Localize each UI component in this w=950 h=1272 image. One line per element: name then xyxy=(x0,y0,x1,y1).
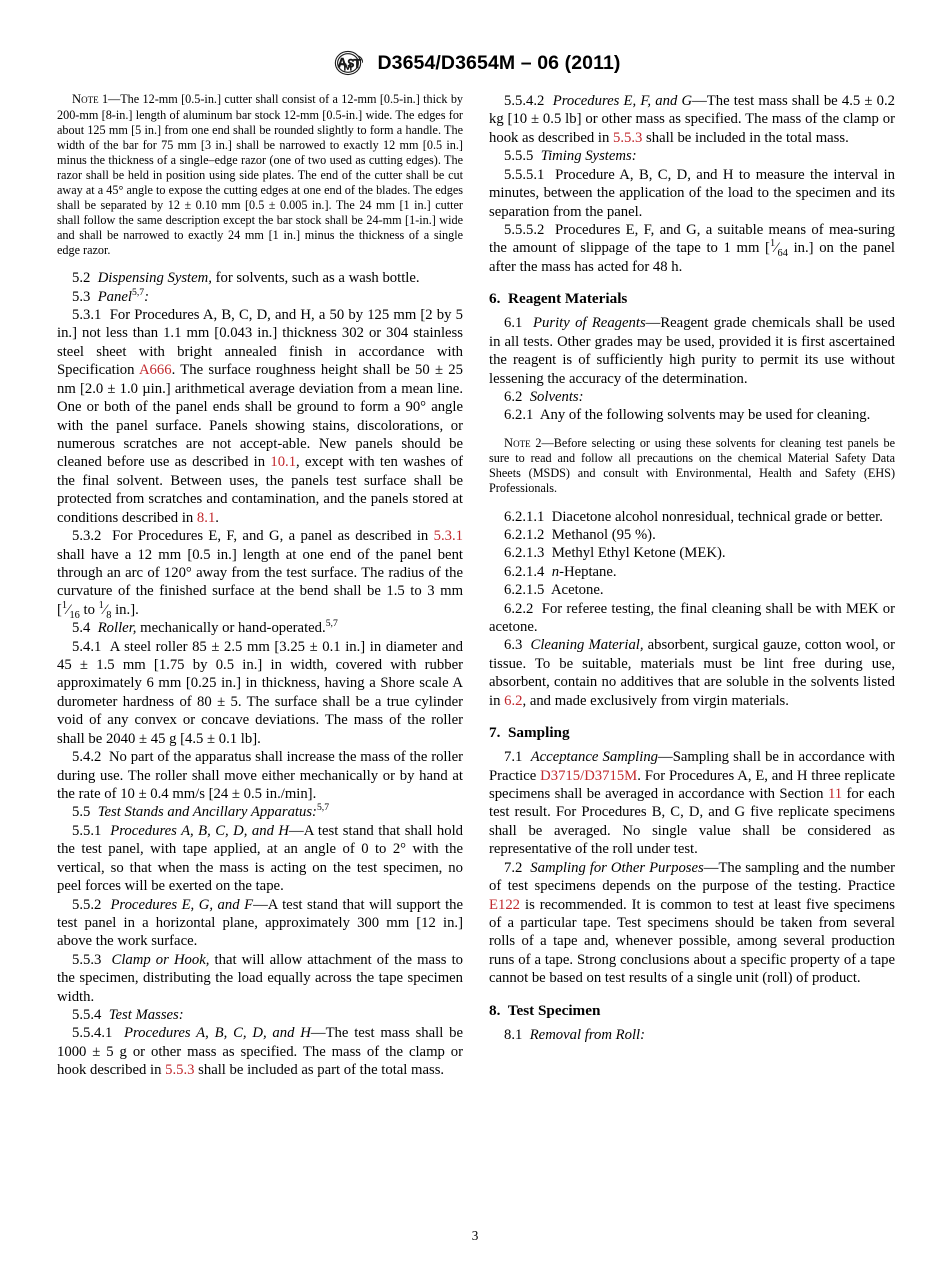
section-7-heading xyxy=(489,723,895,742)
section-5-4-text: mechanically or hand-operated. xyxy=(140,620,326,637)
section-7-2 xyxy=(489,859,895,988)
section-7-title: Sampling xyxy=(507,724,570,742)
section-7-1-dash: — xyxy=(658,749,673,766)
section-5-5-2-title: Procedures E, G, and F xyxy=(110,896,254,913)
section-5-4-1-text: A steel roller 85 ± 2.5 mm [3.25 ± 0.1 in.] in diameter and 45 ± 1.5 mm [1.75 by 0.5 in.] in width, covered with rubber approximately 6 mm [0.25 in.] in thickness, having a Shore scale A durometer hardness of 80 ± 5. The surface shall be a true cylinder void of any convex or concave deviations. The mass of the roller shall be 2040 ± 45 g [4.5 ± 0.1 lb]. xyxy=(57,638,463,747)
section-5-2-title: Dispensing System, xyxy=(97,270,212,287)
section-5-4-1 xyxy=(57,638,463,749)
section-5-5-5-1 xyxy=(489,166,895,221)
section-5-4-title: Roller, xyxy=(97,620,137,637)
section-6-3-text-2: , and made exclusively from virgin materials. xyxy=(522,692,789,709)
section-5-5-1-title: Procedures A, B, C, D, and H xyxy=(110,822,289,839)
section-5-5-number: 5.5 xyxy=(72,804,91,821)
section-8-1 xyxy=(489,1026,895,1044)
section-5-5-4-2-text-2: shall be included in the total mass. xyxy=(642,129,849,146)
section-6-heading xyxy=(489,289,895,308)
section-8-number: 8. xyxy=(489,1001,501,1019)
link-8-1[interactable]: 8.1 xyxy=(196,509,216,526)
section-7-1-number: 7.1 xyxy=(504,749,523,766)
section-7-number: 7. xyxy=(489,724,501,742)
section-6-2-1-1-number: 6.2.1.1 xyxy=(504,508,545,525)
link-a666[interactable]: A666 xyxy=(138,362,172,379)
section-5-3-1 xyxy=(57,306,463,527)
section-5-2-number: 5.2 xyxy=(72,270,91,287)
section-5-5-5-2 xyxy=(489,221,895,276)
section-5-3-number: 5.3 xyxy=(72,288,91,305)
section-5-4-footnote: 5,7 xyxy=(325,618,338,630)
section-5-5-4-1-dash: — xyxy=(310,1025,326,1042)
section-5-5-4-2 xyxy=(489,92,895,147)
section-6-2-1 xyxy=(489,406,895,424)
section-5-5-2-text: A test stand that will support the test panel in a horizontal plane, approximately 300 mm [12 in.] above the work surface. xyxy=(57,896,464,950)
section-7-heading-wrap xyxy=(489,723,895,742)
section-5-5-4-1-title: Procedures A, B, C, D, and H xyxy=(124,1025,311,1042)
section-6-1-dash: — xyxy=(645,315,661,332)
section-6-3-text-1: absorbent, surgical gauze, cotton wool, or tissue. To be suitable, materials must be lint free during use, absorbent, contain no additives that are soluble in the solvents listed in xyxy=(489,637,895,709)
standard-designation: D3654/D3654M – 06 (2011) xyxy=(377,51,621,74)
section-6-2-1-4-text: -Heptane. xyxy=(559,563,617,580)
section-8-1-title: Removal from Roll: xyxy=(529,1026,646,1043)
section-6-2-1-2-text: Methanol (95 %). xyxy=(551,526,656,543)
link-10-1[interactable]: 10.1 xyxy=(270,454,297,471)
section-7-1-text-2: . For Procedures A, E, and H three replicate specimens shall be averaged in accordance with Section xyxy=(489,767,895,803)
fraction-one-sixtyfourth: $^1⁄_{64}$ xyxy=(769,238,788,260)
section-6-2-1-5-number: 6.2.1.5 xyxy=(504,582,545,599)
section-7-2-dash: — xyxy=(703,859,719,876)
section-5-3-1-text-1: For Procedures A, B, C, D, and H, a 50 by 125 mm [2 by 5 in.] not less than 1.1 mm [0.043 in.] thickness 302 or 304 stainless steel sheet with bright annealed finish in accordance with Specification xyxy=(57,307,463,379)
note-1: Note 1—The 12-mm [0.5-in.] cutter shall consist of a 12-mm [0.5-in.] thick by 200-mm [8-in.] length of aluminum bar stock 12-mm [0.5-in.] wide. The edges for about 125 mm [5 in.] from one end shall be rounded slightly to form a handle. The width of the bar for 75 mm [3 in.] shall be narrowed to exactly 12 mm [0.5 in.] minus the thickness of a single–edge razor (one of two used as cutting edges). The razor shall be held in position using side plates. The end of the cutter shall be cut away at a 45° angle to expose the cutting edges at one end of the blades. The edges shall be separated by 12 ± 0.10 mm [0.5 ± 0.005 in.]. The 24 mm [1 in.] cutter shall follow the same description except the bar stock shall be 24-mm [1-in.] wide and shall be narrowed to exactly 24 mm [1 in.] minus the thickness of a single edge razor. xyxy=(57,92,464,258)
section-6-2-1-4 xyxy=(489,563,895,581)
section-5-5-4-2-text-1: The test mass shall be 4.5 ± 0.2 kg [10 ± 0.5 lb] or other mass as specified. The mass of the clamp or hook as described in xyxy=(489,93,896,146)
section-7-1-text-3: for each test result. For Procedures B, C, D, and G five replicate specimens shall be averaged. No single value shall be considered as representative of the roll under test. xyxy=(489,786,895,858)
section-5-5-4-2-number: 5.5.4.2 xyxy=(504,93,545,109)
section-5-5-1-number: 5.5.1 xyxy=(72,822,102,839)
section-6-2-2 xyxy=(489,600,895,637)
section-5-5-4-1 xyxy=(57,1024,463,1079)
section-7-1 xyxy=(489,748,895,859)
section-5-3-2-text-4: in.]. xyxy=(111,601,139,618)
note-2-text: Before selecting or using these solvents for cleaning test panels be sure to read and follow all precautions on the chemical Material Safety Data Sheets (MSDS) and consult with Environmental, Health and Safety (EHS) Professionals. xyxy=(489,435,895,496)
section-5-5-1-dash: — xyxy=(289,822,304,839)
right-column xyxy=(489,92,895,1080)
link-d3715-d3715m[interactable]: D3715/D3715M xyxy=(540,767,638,784)
link-section-11[interactable]: 11 xyxy=(827,786,843,803)
fraction-one-sixteenth: $^1⁄_{16}$ xyxy=(61,599,80,621)
section-5-3-1-text-3: , except with ten washes of the final solvent. Between uses, the panels test surface shall be protected from scratches and contamination, and the panels stored at conditions described in xyxy=(57,454,463,526)
section-8-heading xyxy=(489,1001,895,1020)
fraction-one-eighth: $^1⁄_8$ xyxy=(98,599,112,621)
section-5-5-4-1-text-1: The test mass shall be 1000 ± 5 g or other mass as specified. The mass of the clamp or hook described in xyxy=(57,1025,463,1079)
section-6-2-1-3-text: Methyl Ethyl Ketone (MEK). xyxy=(551,545,726,562)
section-7-2-title: Sampling for Other Purposes xyxy=(530,859,704,876)
link-6-2[interactable]: 6.2 xyxy=(504,692,523,709)
section-6-1-number: 6.1 xyxy=(504,315,523,332)
link-e122[interactable]: E122 xyxy=(489,896,521,913)
section-5-5-3-text: that will allow attachment of the mass to the specimen, distributing the load equally across the tape specimen width. xyxy=(57,951,464,1005)
section-5-3-1-number: 5.3.1 xyxy=(72,307,102,324)
section-5-3-1-text-2: . The surface roughness height shall be 50 ± 25 nm [2.0 ± 1.0 µin.] arithmetical average deviation from a mean line. One or both of the panel ends shall be ground to form a 90° angle with the panel surface. Panels showing stains, discolorations, or numerous scratches are not accept-able. New panels should be cleaned before use as described in xyxy=(57,362,463,471)
section-7-2-text-2: is recommended. It is common to test at least five specimens of a particular tape. Test specimens should be taken from several rolls of a tape and, whenever possible, among several production runs of a tape. Strong conclusions about a specific property of a tape cannot be based on test results of a single unit (roll) of product. xyxy=(489,896,895,987)
section-6-2 xyxy=(489,388,895,406)
section-5-4-2-text: No part of the apparatus shall increase the mass of the roller during use. The roller shall move either mechanically or by hand at the rate of 10 ± 0.4 mm/s [24 ± 0.5 in./min]. xyxy=(57,749,464,802)
section-5-4-2-number: 5.4.2 xyxy=(72,749,102,766)
section-5-5-5-2-number: 5.5.5.2 xyxy=(504,221,545,238)
page-footer xyxy=(0,1228,950,1244)
section-6-1-text: Reagent grade chemicals shall be used in all tests. Other grades may be used, provided it is first ascertained the reagent is of sufficiently high purity to permit its use without lessening the accuracy of the determination. xyxy=(489,315,895,387)
section-5-5-5-1-text: Procedure A, B, C, D, and H to measure the interval in minutes, between the application of the load to the specimen and its separation from the panel. xyxy=(489,166,896,220)
section-5-3-2-text-1: For Procedures E, F, and G, a panel as described in xyxy=(112,528,434,545)
section-5-3-2-text-3: to xyxy=(79,601,99,618)
section-5-5-3-title: Clamp or Hook, xyxy=(111,951,210,968)
section-7-1-title: Acceptance Sampling xyxy=(530,749,659,766)
section-5-5 xyxy=(57,803,463,821)
note-1-number: 1 xyxy=(101,92,109,106)
section-6-number: 6. xyxy=(489,290,501,308)
section-5-5-4 xyxy=(57,1006,463,1024)
section-7-1-text-1: Sampling shall be in accordance with Practice xyxy=(489,749,895,784)
section-6-2-2-text: For referee testing, the final cleaning shall be with MEK or acetone. xyxy=(489,600,895,636)
page-number: 3 xyxy=(471,1228,479,1243)
section-5-5-5-2-text-1: Procedures E, F, and G, a suitable means of mea-suring the amount of slippage of the tape to 1 mm [ xyxy=(489,221,896,257)
section-8-heading-wrap xyxy=(489,1001,895,1020)
section-5-5-1-text: A test stand that shall hold the test panel, with tape applied, at an angle of 0 to 2° with the vertical, so that when the mass is acting on the test specimen, no peel forces will be exerted on the tape. xyxy=(57,822,463,895)
section-5-3-2-number: 5.3.2 xyxy=(72,528,102,545)
section-5-5-3 xyxy=(57,951,463,1006)
section-6-2-1-3-number: 6.2.1.3 xyxy=(504,545,545,562)
section-6-1 xyxy=(489,314,895,388)
section-5-3 xyxy=(57,288,463,306)
section-6-2-1-5-text: Acetone. xyxy=(550,582,604,599)
section-6-2-number: 6.2 xyxy=(504,388,523,405)
section-6-2-1-2-number: 6.2.1.2 xyxy=(504,526,545,543)
astm-logo-icon xyxy=(329,50,367,76)
section-5-5-5 xyxy=(489,147,895,165)
section-6-title: Reagent Materials xyxy=(507,290,628,308)
section-8-1-number: 8.1 xyxy=(504,1026,523,1043)
section-5-3-2 xyxy=(57,527,463,619)
section-6-3-title: Cleaning Material, xyxy=(530,637,644,654)
note-2: Note 2—Before selecting or using these solvents for cleaning test panels be sure to read and follow all precautions on the chemical Material Safety Data Sheets (MSDS) and consult with Environmental, Health and Safety (EHS) Professionals. xyxy=(489,435,895,496)
section-6-2-2-number: 6.2.2 xyxy=(504,600,534,617)
section-5-5-4-number: 5.5.4 xyxy=(72,1007,102,1024)
section-5-3-title: Panel xyxy=(97,288,132,305)
link-5-5-3-right[interactable]: 5.5.3 xyxy=(613,129,643,146)
note-2-label: Note xyxy=(504,435,531,450)
left-column xyxy=(57,92,463,1080)
section-5-5-2 xyxy=(57,896,463,951)
two-column-body xyxy=(57,92,895,1080)
section-6-2-title: Solvents: xyxy=(529,388,584,405)
section-5-2 xyxy=(57,269,463,287)
section-5-5-4-1-text-2: shall be included as part of the total mass. xyxy=(194,1062,445,1079)
section-5-5-footnote: 5,7 xyxy=(316,802,330,814)
link-5-5-3-left[interactable]: 5.5.3 xyxy=(165,1062,195,1079)
section-7-2-number: 7.2 xyxy=(504,859,523,876)
section-5-5-3-number: 5.5.3 xyxy=(72,951,102,968)
section-5-4-number: 5.4 xyxy=(72,620,91,637)
note-1-label: Note xyxy=(72,92,99,106)
section-5-5-5-1-number: 5.5.5.1 xyxy=(504,166,545,183)
section-6-2-1-4-number: 6.2.1.4 xyxy=(504,563,545,580)
section-6-3 xyxy=(489,636,895,710)
note-1-text: The 12-mm [0.5-in.] cutter shall consist of a 12-mm [0.5-in.] thick by 200-mm [8-in.] length of aluminum bar stock 12-mm [0.5-in.] wide. The edges for about 125 mm [5 in.] from one end shall be rounded slightly to form a handle. The width of the bar for 75 mm [3 in.] shall be narrowed to exactly 12 mm [0.5 in.] minus the thickness of a single–edge razor (one of two used as cutting edges). The razor shall be held in position using side plates. The end of the cutter shall be cut away at a 45° angle to expose the cutting edges at one end of the blades. The edges shall be separated by 12 ± 0.10 mm [0.5 ± 0.005 in.]. The 24 mm [1 in.] cutter shall follow the same description except the bar stock shall be 24-mm [1-in.] wide and shall be narrowed to exactly 24 mm [1 in.] minus the thickness of a single edge razor. xyxy=(57,92,464,258)
section-5-3-footnote: 5,7 xyxy=(131,286,145,298)
section-5-5-5-title: Timing Systems: xyxy=(540,148,637,165)
section-5-4-1-number: 5.4.1 xyxy=(72,638,102,655)
section-5-5-4-title: Test Masses: xyxy=(108,1007,184,1024)
section-6-2-1-4-italic-prefix: n xyxy=(551,563,560,580)
section-5-5-5-2-text-2: in.] on the panel after the mass has acted for 48 h. xyxy=(489,240,895,275)
section-6-2-1-2 xyxy=(489,526,895,544)
section-5-5-1 xyxy=(57,822,463,896)
section-5-4-2 xyxy=(57,748,463,803)
section-5-5-4-2-dash: — xyxy=(692,93,707,109)
page-header xyxy=(0,0,950,80)
section-5-3-colon: : xyxy=(144,288,149,305)
section-6-2-1-text: Any of the following solvents may be used for cleaning. xyxy=(539,407,871,424)
section-5-5-2-dash: — xyxy=(253,896,268,913)
section-5-5-4-1-number: 5.5.4.1 xyxy=(72,1025,113,1042)
note-2-number: 2 xyxy=(535,435,542,450)
section-5-5-5-number: 5.5.5 xyxy=(504,148,534,165)
section-6-2-1-5 xyxy=(489,581,895,599)
section-6-2-1-3 xyxy=(489,544,895,562)
section-5-3-1-text-4: . xyxy=(215,509,219,526)
section-7-2-text-1: The sampling and the number of test specimens depends on the purpose of the testing. Practice xyxy=(489,859,896,895)
section-5-5-title: Test Stands and Ancillary Apparatus: xyxy=(97,804,317,821)
section-6-1-title: Purity of Reagents xyxy=(533,315,646,332)
section-5-3-2-text-2: shall have a 12 mm [0.5 in.] length at one end of the panel bent through an arc of 120° away from the test surface. The radius of the curvature of the finished surface at the bend shall be 1.5 to 3 mm [ xyxy=(57,546,463,618)
section-5-5-2-number: 5.5.2 xyxy=(72,896,102,913)
section-6-heading-wrap xyxy=(489,289,895,308)
section-6-3-number: 6.3 xyxy=(504,637,523,654)
section-5-2-text: for solvents, such as a wash bottle. xyxy=(215,270,420,287)
link-5-3-1[interactable]: 5.3.1 xyxy=(433,528,463,545)
section-6-2-1-1-text: Diacetone alcohol nonresidual, technical grade or better. xyxy=(551,508,883,525)
section-8-title: Test Specimen xyxy=(507,1001,601,1019)
section-5-5-4-2-title: Procedures E, F, and G xyxy=(552,93,693,109)
section-6-2-1-1 xyxy=(489,508,895,526)
section-5-4 xyxy=(57,619,463,637)
section-6-2-1-number: 6.2.1 xyxy=(504,407,534,424)
